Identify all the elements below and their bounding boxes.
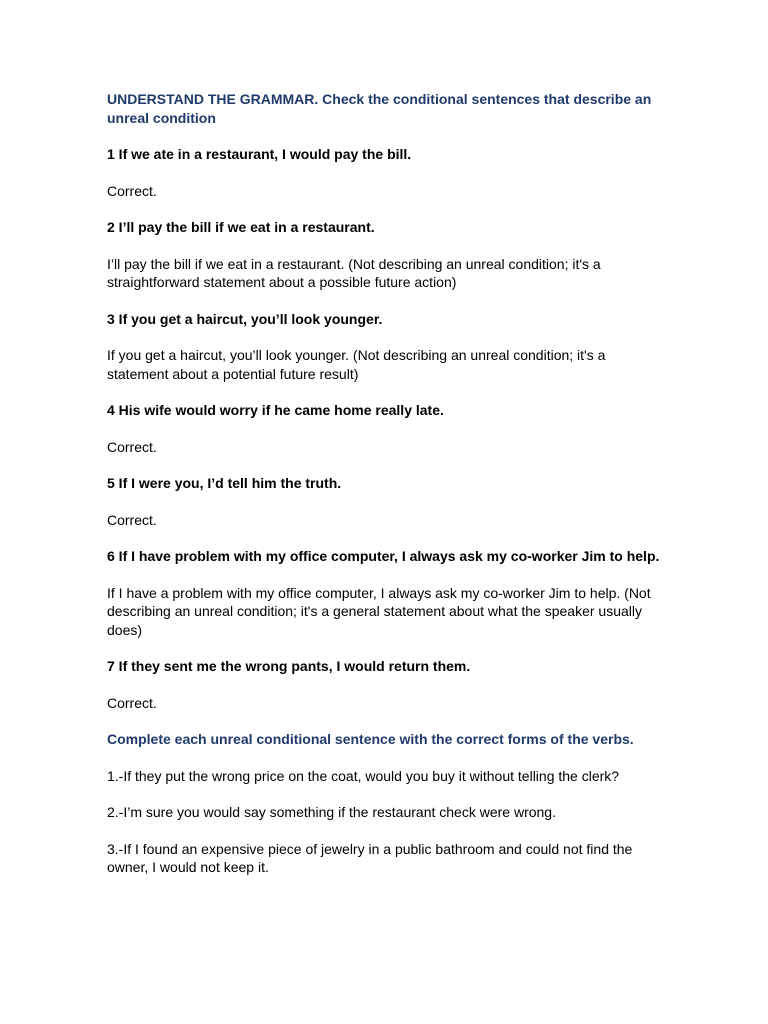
answer-4: Correct. [107,438,157,455]
question-5: 5 If I were you, I’d tell him the truth. [107,475,342,491]
exercise-item-3: 3.-If I found an expensive piece of jewelry in a public bathroom and could not find the owner, I would not keep it. [107,840,633,875]
question-1: 1 If we ate in a restaurant, I would pay the bill. [107,146,412,162]
answer-3: If you get a haircut, you’ll look younger. (Not describing an unreal condition; it's a statement about a potential future result) [107,347,606,382]
question-2: 2 I’ll pay the bill if we eat in a restaurant. [107,219,375,235]
answer-6: If I have a problem with my office computer, I always ask my co-worker Jim to help. (Not describing an unreal condition; it's a general statement about what the speaker usually does) [107,584,651,638]
section2-heading: Complete each unreal conditional sentence with the correct forms of the verbs. [107,731,634,747]
answer-5: Correct. [107,511,157,528]
answer-1: Correct. [107,182,157,199]
question-6: 6 If I have problem with my office computer, I always ask my co-worker Jim to help. [107,548,660,564]
question-4: 4 His wife would worry if he came home really late. [107,402,444,418]
question-7: 7 If they sent me the wrong pants, I would return them. [107,658,471,674]
exercise-item-2: 2.-I’m sure you would say something if the restaurant check were wrong. [107,804,556,820]
section1-heading: UNDERSTAND THE GRAMMAR. Check the conditional sentences that describe an unreal condition [107,91,652,126]
exercise-item-1: 1.-If they put the wrong price on the coat, would you buy it without telling the clerk? [107,767,620,784]
answer-7: Correct. [107,694,157,711]
question-3: 3 If you get a haircut, you’ll look younger. [107,310,383,327]
answer-2: I’ll pay the bill if we eat in a restaurant. (Not describing an unreal condition; it's a straightforward statement about a possible future action) [107,255,601,290]
